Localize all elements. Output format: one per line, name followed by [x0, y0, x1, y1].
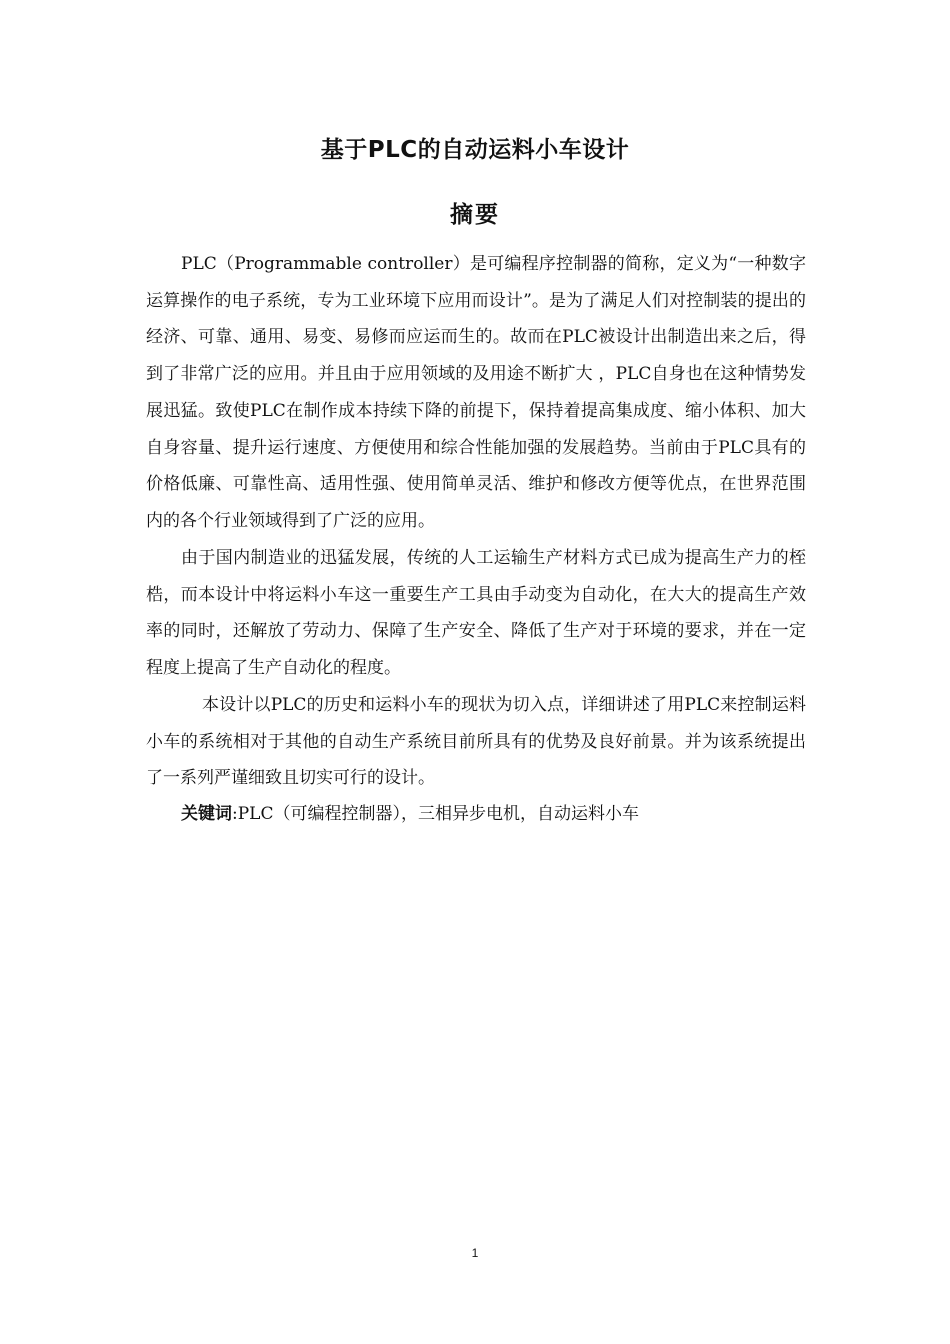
keywords-label: 关键词 [181, 804, 232, 824]
keywords-text: :PLC（可编程控制器），三相异步电机，自动运料小车 [232, 804, 639, 824]
abstract-paragraph-2: 由于国内制造业的迅猛发展，传统的人工运输生产材料方式已成为提高生产力的桎梏，而本设计中将运料小车这一重要生产工具由手动变为自动化，在大大的提高生产效率的同时，还解放了劳动力、保障了生产安全、降低了生产对于环境的要求，并在一定程度上提高了生产自动化的程度。 [146, 548, 806, 679]
keywords-line [181, 796, 801, 833]
abstract-heading: 摘要 [450, 202, 500, 228]
document-title: 基于PLC的自动运料小车设计 [320, 137, 630, 163]
page-number: 1 [471, 1246, 479, 1260]
abstract-paragraph-1: PLC（Programmable controller）是可编程序控制器的简称，定义为“一种数字运算操作的电子系统，专为工业环境下应用而设计”。是为了满足人们对控制装的提出的经济、可靠、通用、易变、易修而应运而生的。故而在PLC被设计出制造出来之后，得到了非常广泛的应用。并且由于应用领域的及用途不断扩大 ，PLC自身也在这种情势发展迅猛。致使PLC在制作成本持续下降的前提下，保持着提高集成度、缩小体积、加大自身容量、提升运行速度、方便使用和综合性能加强的发展趋势。当前由于PLC具有的价格低廉、可靠性高、适用性强、使用简单灵活、维护和修改方便等优点，在世界范围内的各个行业领域得到了广泛的应用。 [146, 254, 806, 531]
abstract-paragraph-3: 本设计以PLC的历史和运料小车的现状为切入点，详细讲述了用PLC来控制运料小车的系统相对于其他的自动生产系统目前所具有的优势及良好前景。并为该系统提出了一系列严谨细致且切实可行的设计。 [146, 695, 806, 789]
